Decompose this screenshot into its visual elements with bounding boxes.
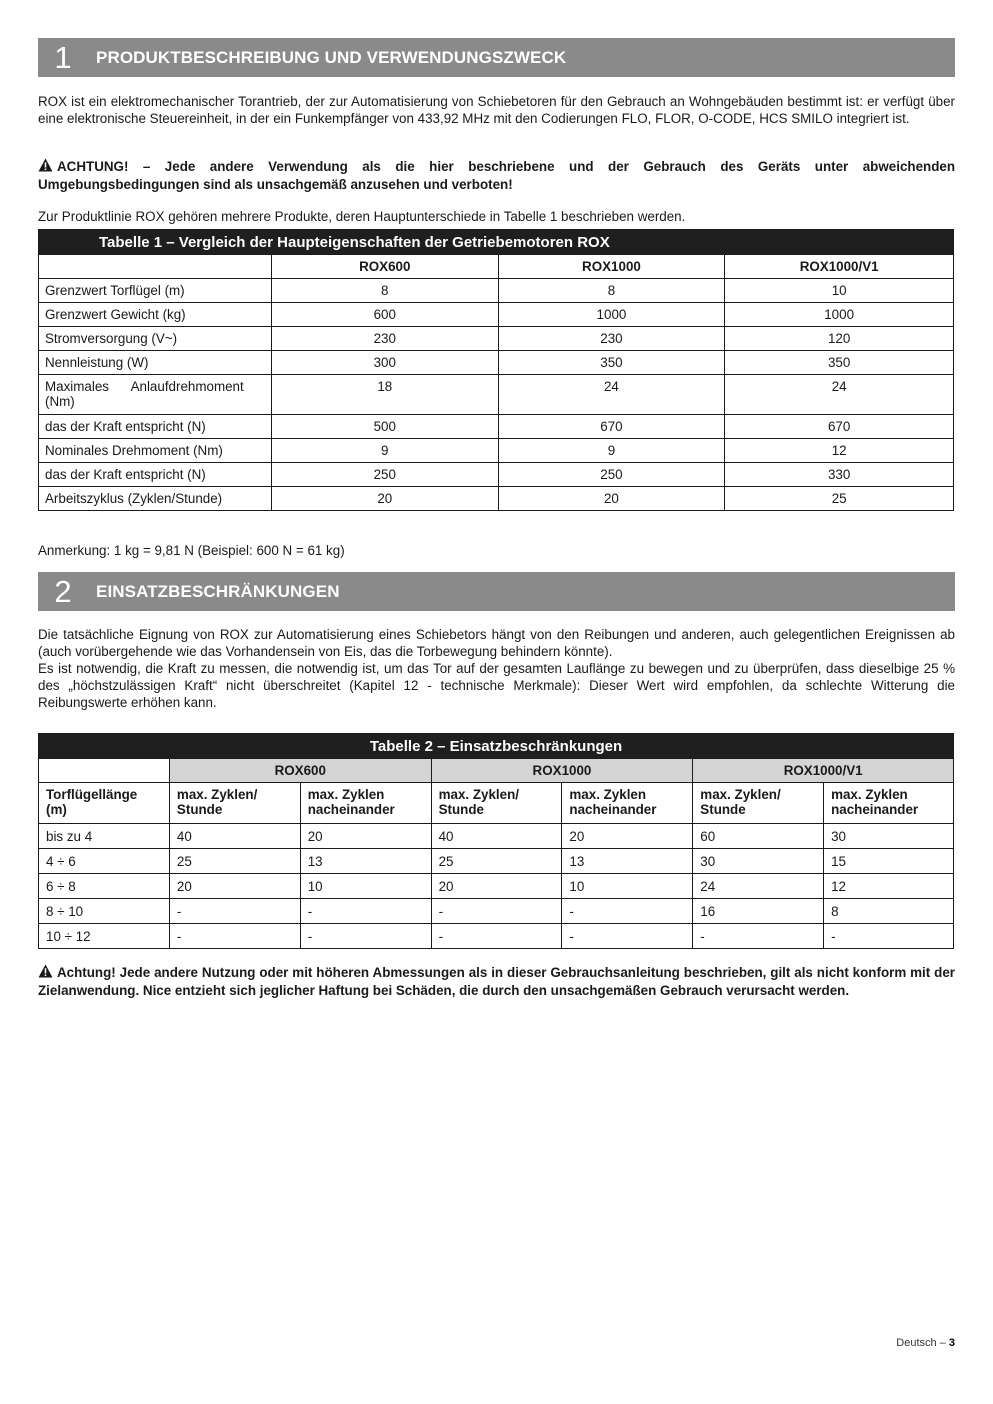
subheader-line: Torflügellänge: [46, 787, 138, 802]
table-row: [39, 899, 954, 924]
cell: 230: [271, 327, 498, 351]
warning-icon: [38, 964, 53, 982]
product-line-paragraph: Zur Produktlinie ROX gehören mehrere Produkte, deren Hauptunterschiede in Tabelle 1 beschrieben werden.: [38, 209, 686, 224]
cell: 9: [271, 439, 498, 463]
table-row: [39, 351, 954, 375]
limits-paragraph-2: Es ist notwendig, die Kraft zu messen, die notwendig ist, um das Tor auf der gesamten Lauflänge zu bewegen und zu überprüfen, dass dieselbige 25 % des „höchstzulässigen Kraft“ nicht überschreitet (Kapitel 12 - technische Merkmale): Dieser Wert wird empfohlen, da schlechte Witterung die Reibungswerte erhöhen kann.: [38, 661, 955, 710]
subheader-line: nacheinander: [307, 802, 395, 817]
cell: 20: [431, 874, 562, 899]
row-label: [39, 375, 272, 415]
cell: 1000: [498, 303, 725, 327]
cell: 25: [725, 487, 954, 511]
table-row: [39, 924, 954, 949]
row-label-line: Maximales Anlaufdrehmoment: [45, 379, 244, 394]
subheader-line: max. Zyklen/: [176, 787, 258, 802]
table-subheader: [693, 783, 824, 824]
table-group-header: ROX1000: [431, 759, 693, 783]
cell: 8: [824, 899, 954, 924]
table-row: [39, 279, 954, 303]
cell: 10: [300, 874, 431, 899]
cell: 13: [562, 849, 693, 874]
cell: -: [169, 924, 300, 949]
warning-paragraph: [38, 158, 955, 193]
table-subheader: [824, 783, 954, 824]
cell: 230: [498, 327, 725, 351]
subheader-line: nacheinander: [569, 802, 657, 817]
cell: 10: [725, 279, 954, 303]
cell: 670: [725, 415, 954, 439]
cell: 12: [725, 439, 954, 463]
cell: 10: [562, 874, 693, 899]
table-subheader-length: [39, 783, 170, 824]
cell: 500: [271, 415, 498, 439]
cell: 40: [169, 824, 300, 849]
cell: 25: [169, 849, 300, 874]
cell: 8: [498, 279, 725, 303]
cell: 670: [498, 415, 725, 439]
row-label: Arbeitszyklus (Zyklen/Stunde): [39, 487, 272, 511]
warning-icon: [38, 158, 53, 176]
cell: 20: [300, 824, 431, 849]
cell: -: [300, 899, 431, 924]
footer-language: Deutsch –: [896, 1337, 946, 1349]
table-row: [39, 375, 954, 415]
cell: -: [431, 899, 562, 924]
subheader-line: Stunde: [176, 802, 223, 817]
table-subheader: [300, 783, 431, 824]
cell: 16: [693, 899, 824, 924]
cell: 24: [498, 375, 725, 415]
section-1-header: [38, 38, 955, 77]
row-label: 4 ÷ 6: [39, 849, 170, 874]
table-row: [39, 415, 954, 439]
cell: 350: [498, 351, 725, 375]
cell: -: [562, 899, 693, 924]
table-header-empty: [39, 759, 170, 783]
cell: 20: [498, 487, 725, 511]
table-1-title: Tabelle 1 – Vergleich der Haupteigenschaften der Getriebemotoren ROX: [39, 230, 954, 255]
table-group-header: ROX600: [169, 759, 431, 783]
warning-2-paragraph: [38, 964, 955, 999]
cell: 18: [271, 375, 498, 415]
row-label: 10 ÷ 12: [39, 924, 170, 949]
page-footer: [896, 1337, 955, 1349]
row-label: Grenzwert Gewicht (kg): [39, 303, 272, 327]
subheader-line: max. Zyklen: [831, 787, 908, 802]
table-row: [39, 439, 954, 463]
cell: 20: [271, 487, 498, 511]
cell: 30: [693, 849, 824, 874]
cell: 13: [300, 849, 431, 874]
cell: 60: [693, 824, 824, 849]
cell: 20: [562, 824, 693, 849]
section-title: PRODUKTBESCHREIBUNG UND VERWENDUNGSZWECK: [96, 47, 567, 67]
table-header-col: ROX1000: [498, 255, 725, 279]
table-group-header: ROX1000/V1: [693, 759, 954, 783]
warning-text: ACHTUNG! – Jede andere Verwendung als die hier beschriebene und der Gebrauch des Geräts unter abweichenden Umgebungsbedingungen sind als unsachgemäß anzusehen und verboten!: [38, 159, 955, 192]
row-label: Nominales Drehmoment (Nm): [39, 439, 272, 463]
cell: 40: [431, 824, 562, 849]
cell: -: [824, 924, 954, 949]
cell: -: [169, 899, 300, 924]
cell: -: [300, 924, 431, 949]
cell: 9: [498, 439, 725, 463]
cell: -: [431, 924, 562, 949]
subheader-line: Stunde: [438, 802, 484, 817]
table-subheader: [169, 783, 300, 824]
subheader-line: max. Zyklen/: [438, 787, 519, 802]
row-label: Stromversorgung (V~): [39, 327, 272, 351]
cell: -: [562, 924, 693, 949]
cell: 20: [169, 874, 300, 899]
table-1-note: Anmerkung: 1 kg = 9,81 N (Beispiel: 600 N = 61 kg): [38, 543, 345, 558]
table-row: [39, 824, 954, 849]
table-header-empty: [39, 255, 272, 279]
row-label: das der Kraft entspricht (N): [39, 415, 272, 439]
table-row: [39, 327, 954, 351]
cell: 24: [693, 874, 824, 899]
table-header-col: ROX1000/V1: [725, 255, 954, 279]
cell: 25: [431, 849, 562, 874]
table-subheader: [431, 783, 562, 824]
section-number: 1: [54, 40, 72, 75]
table-header-col: ROX600: [271, 255, 498, 279]
subheader-line: max. Zyklen: [569, 787, 647, 802]
row-label: bis zu 4: [39, 824, 170, 849]
warning-2-text: Achtung! Jede andere Nutzung oder mit höheren Abmessungen als in dieser Gebrauchsanleitung beschrieben, gilt als nicht konform mit der Zielanwendung. Nice entzieht sich jeglicher Haftung bei Schäden, die durch den unsachgemäßen Gebrauch verursacht werden.: [38, 965, 955, 998]
table-2: [38, 733, 954, 949]
table-row: [39, 303, 954, 327]
cell: -: [693, 924, 824, 949]
table-row: [39, 487, 954, 511]
cell: 30: [824, 824, 954, 849]
row-label: 8 ÷ 10: [39, 899, 170, 924]
table-row: [39, 874, 954, 899]
table-1: [38, 229, 954, 511]
intro-paragraph: ROX ist ein elektromechanischer Torantrieb, der zur Automatisierung von Schiebetoren für den Gebrauch an Wohngebäuden bestimmt ist: er verfügt über eine elektronische Steuereinheit, in der ein Funkempfänger von 433,92 MHz mit den Codierungen FLO, FLOR, O-CODE, HCS SMILO integriert ist.: [38, 94, 955, 126]
row-label: 6 ÷ 8: [39, 874, 170, 899]
table-row: [39, 463, 954, 487]
cell: 250: [271, 463, 498, 487]
cell: 8: [271, 279, 498, 303]
cell: 24: [725, 375, 954, 415]
cell: 12: [824, 874, 954, 899]
cell: 330: [725, 463, 954, 487]
row-label-line: (Nm): [45, 394, 75, 409]
cell: 120: [725, 327, 954, 351]
table-subheader: [562, 783, 693, 824]
subheader-line: nacheinander: [831, 802, 919, 817]
row-label: Nennleistung (W): [39, 351, 272, 375]
cell: 600: [271, 303, 498, 327]
cell: 250: [498, 463, 725, 487]
section-number: 2: [54, 574, 72, 609]
table-row: [39, 849, 954, 874]
subheader-line: max. Zyklen/: [700, 787, 781, 802]
subheader-line: Stunde: [700, 802, 746, 817]
cell: 1000: [725, 303, 954, 327]
cell: 15: [824, 849, 954, 874]
section-title: EINSATZBESCHRÄNKUNGEN: [96, 581, 340, 601]
cell: 300: [271, 351, 498, 375]
subheader-line: (m): [46, 802, 67, 817]
limits-paragraph-1: Die tatsächliche Eignung von ROX zur Automatisierung eines Schiebetors hängt von den Reibungen und anderen, auch gelegentlichen Ereignissen ab (auch vorübergehende wie das Vorhandensein von Eis, das die Torbewegung behindern könnte).: [38, 627, 955, 659]
page-number: 3: [948, 1337, 955, 1349]
row-label: Grenzwert Torflügel (m): [39, 279, 272, 303]
subheader-line: max. Zyklen: [307, 787, 385, 802]
table-2-title: Tabelle 2 – Einsatzbeschränkungen: [39, 734, 954, 759]
row-label: das der Kraft entspricht (N): [39, 463, 272, 487]
cell: 350: [725, 351, 954, 375]
section-2-header: [38, 572, 955, 611]
